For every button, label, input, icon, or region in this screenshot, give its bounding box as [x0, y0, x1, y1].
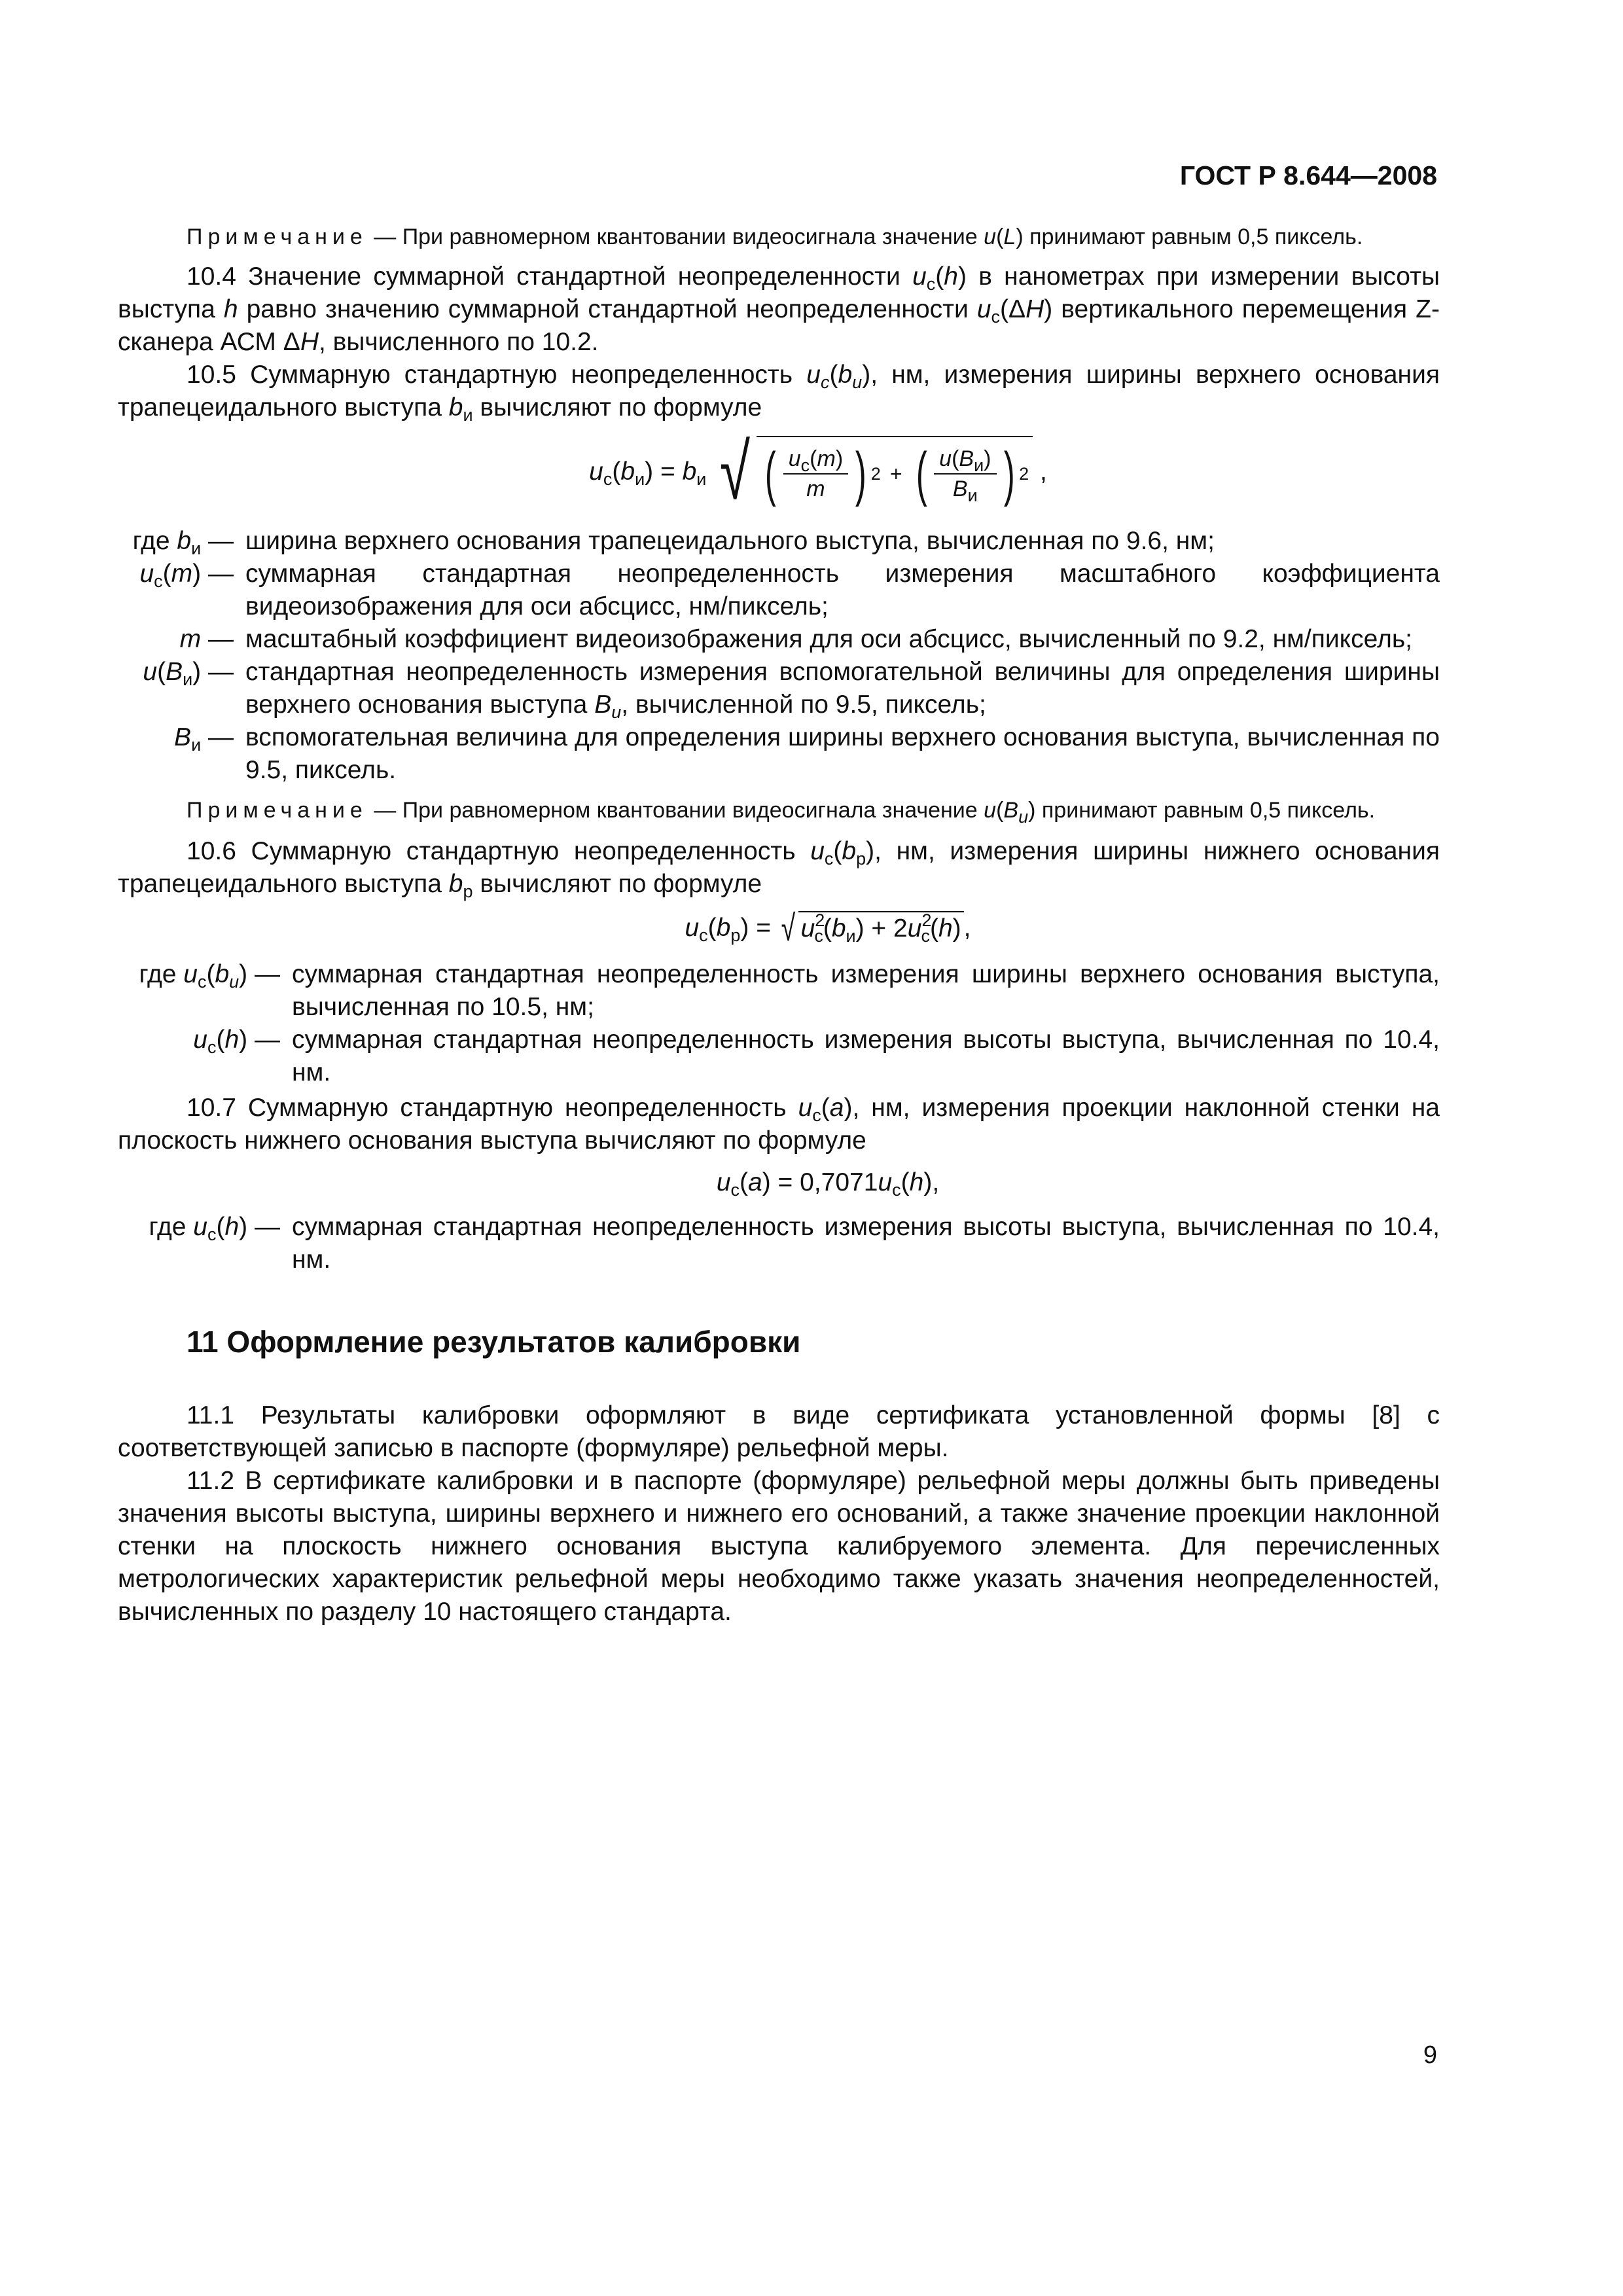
term-u-bi: $u(B_и)$ —	[143, 658, 234, 689]
term-bi: где $b_и$ —	[132, 527, 234, 558]
note-label: Примечание	[187, 224, 368, 249]
paragraph-10-7: 10.7 Суммарную стандартную неопределенность $u_c(a)$, нм, измерения проекции наклонной стенки на плоскость нижнего основания выступа вычисляют по формуле	[118, 1094, 1440, 1155]
paragraph-11-2: 11.2 В сертификате калибровки и в паспорте (формуляре) рельефной меры должны быть приведены значения высоты выступа, ширины верхнего и нижнего его оснований, а также значение проекции наклонной стенки на плоскость нижнего основания выступа калибруемого элемента. Для перечисленных метрологических характеристик рельефной меры необходимо также указать значения неопределенностей, вычисленных по разделу 10 настоящего стандарта.	[118, 1467, 1440, 1626]
formula-uc-bi: $u_c(b_и) = b_и$ √ ( $\frac{u_c(m)}{m}$ ) 2 + ( $\frac{u(B_и)}{B_и}$ ) 2 ,	[589, 428, 1047, 516]
page-number: 9	[1423, 2041, 1437, 2069]
paragraph-10-5: 10.5 Суммарную стандартную неопределенность $u_c(b_и)$, нм, измерения ширины верхнего основания трапецеидального выступа $b_и$ вычисляют по формуле	[118, 361, 1440, 425]
term-uc-h: $u_c(h)$ —	[193, 1026, 280, 1057]
document-header: ГОСТ Р 8.644—2008	[1179, 160, 1437, 190]
term-Bi: $B_и$ —	[174, 723, 234, 755]
definitions-10-7: где $u_c(h)$ — суммарная стандартная неопределенность измерения высоты выступа, вычисленная по 10.4, нм.	[118, 1211, 1440, 1276]
formula-uc-bp: $u_c(b_р)$ = √ $u^2_c(b_и) + 2u^2_c(h)$ ,	[685, 907, 971, 948]
document-body	[118, 223, 1440, 1628]
term-uc-m: $u_c(m)$ —	[139, 560, 234, 591]
term-uc-h-2: где $u_c(h)$ —	[149, 1213, 280, 1244]
term-uc-bi: где $u_c(b_и)$ —	[139, 960, 280, 992]
definitions-10-6: где $u_c(b_и)$ — суммарная стандартная неопределенность измерения ширины верхнего основания выступа, вычисленная по 10.5, нм; $u_c(h)$ — суммарная стандартная неопределенность измерения высоты выступа, вычисленная по 10.4, нм.	[118, 958, 1440, 1089]
paragraph-11-1: 11.1 Результаты калибровки оформляют в виде сертификата установленной формы [8] с соответствующей записью в паспорте (формуляре) рельефной меры.	[118, 1401, 1440, 1462]
note-2: Примечание — При равномерном квантовании видеосигнала значение $u(B_и)$ принимают равным 0,5 пиксель.	[187, 798, 1376, 827]
definitions-10-5: где $b_и$ — ширина верхнего основания трапецеидального выступа, вычисленная по 9.6, нм; $u_c(m)$ — суммарная стандартная неопределенность измерения масштабного коэффициента видеоизображения для оси абсцисс, нм/пиксель; m — масштабный коэффициент видеоизображения для оси абсцисс, вычисленный по 9.2, нм/пиксель; $u(B_и)$ — стандартная неопределенность измерения вспомогательной величины для определения ширины верхнего основания выступа $B_и$, вычисленной по 9.5, пиксель; $B_и$ — вспомогательная величина для определения ширины верхнего основания выступа, вычисленная по 9.5, пиксель.	[118, 525, 1440, 787]
paragraph-10-4: 10.4 Значение суммарной стандартной неопределенности $u_c(h)$ в нанометрах при измерении высоты выступа h равно значению суммарной стандартной неопределенности $u_c(\Delta H)$ вертикального перемещения Z-сканера АСМ ΔH, вычисленного по 10.2.	[118, 262, 1440, 356]
paragraph-10-6: 10.6 Суммарную стандартную неопределенность $u_c(b_р)$, нм, измерения ширины нижнего основания трапецеидального выступа $b_р$ вычисляют по формуле	[118, 837, 1440, 901]
term-m: m —	[179, 625, 234, 653]
note-1: Примечание — При равномерном квантовании видеосигнала значение u(L) принимают равным 0,5 пиксель.	[187, 224, 1363, 249]
section-11-heading: 11 Оформление результатов калибровки	[187, 1325, 801, 1359]
formula-uc-a: $u_c(a) = 0,7071u_c(h)$,	[716, 1168, 940, 1200]
